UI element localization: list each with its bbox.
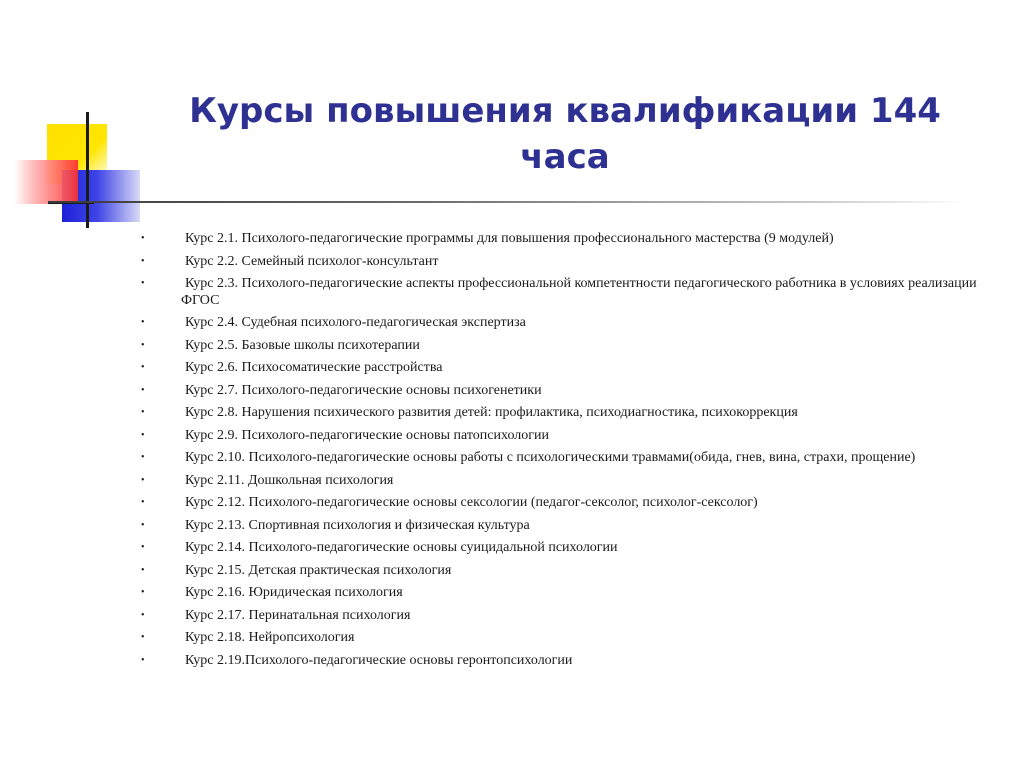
course-label: Курс 2.3. Психолого-педагогические аспекты профессиональной компетентности педагогического работника в условиях реализации ФГОС [181, 276, 977, 308]
course-label: Курс 2.12. Психолого-педагогические основы сексологии (педагог-сексолог, психолог-сексолог) [185, 495, 758, 510]
list-item [141, 495, 1001, 512]
list-item [141, 338, 1001, 355]
list-item [141, 428, 1001, 445]
vertical-line-decoration [86, 112, 89, 228]
course-label: Курс 2.11. Дошкольная психология [185, 472, 394, 488]
bullet-icon: • [141, 339, 145, 351]
list-item [141, 360, 1001, 377]
red-square-decoration [14, 160, 78, 204]
list-item [141, 630, 1001, 647]
bullet-icon: • [141, 429, 145, 441]
bullet-icon: • [141, 407, 145, 418]
course-label: Курс 2.8. Нарушения психического развития детей: профилактика, психодиагностика, психокоррекция [185, 405, 798, 420]
list-item [141, 540, 1001, 557]
bullet-icon: • [141, 497, 145, 508]
list-item [141, 518, 1001, 535]
bullet-icon: • [141, 452, 145, 463]
decorative-logo [0, 0, 160, 240]
bullet-icon: • [141, 609, 145, 621]
list-item [141, 585, 1001, 602]
bullet-icon: • [141, 519, 145, 531]
course-label: Курс 2.15. Детская практическая психология [185, 562, 452, 578]
course-label: Курс 2.17. Перинатальная психология [185, 607, 411, 623]
bullet-icon: • [141, 384, 145, 396]
bullet-icon: • [141, 255, 145, 267]
list-item [141, 231, 1001, 248]
course-label: Курс 2.16. Юридическая психология [185, 585, 403, 600]
bullet-icon: • [141, 474, 145, 486]
course-label: Курс 2.19.Психолого-педагогические основы геронтопсихологии [185, 652, 573, 668]
course-label: Курс 2.14. Психолого-педагогические основы суицидальной психологии [185, 540, 618, 555]
course-label: Курс 2.2. Семейный психолог-консультант [185, 253, 439, 269]
course-label: Курс 2.18. Нейропсихология [185, 630, 355, 645]
bullet-icon: • [141, 317, 145, 328]
bullet-icon: • [141, 278, 145, 289]
course-label: Курс 2.6. Психосоматические расстройства [185, 360, 443, 375]
course-label: Курс 2.1. Психолого-педагогические программы для повышения профессионального мастерства (9 модулей) [185, 231, 834, 246]
bullet-icon: • [141, 654, 145, 666]
list-item [141, 276, 1001, 309]
bullet-icon: • [141, 587, 145, 598]
list-item [141, 653, 1001, 670]
course-label: Курс 2.9. Психолого-педагогические основы патопсихологии [185, 427, 549, 443]
bullet-icon: • [141, 362, 145, 373]
course-list [141, 231, 1001, 675]
course-label: Курс 2.10. Психолого-педагогические основы работы с психологическими травмами(обида, гнев, вина, страхи, прощение) [185, 450, 916, 465]
list-item [141, 473, 1001, 490]
course-label: Курс 2.4. Судебная психолого-педагогическая экспертиза [185, 315, 526, 330]
bullet-icon: • [141, 542, 145, 553]
list-item [141, 450, 1001, 467]
course-label: Курс 2.5. Базовые школы психотерапии [185, 337, 420, 353]
list-item [141, 315, 1001, 332]
slide-title: Курсы повышения квалификации 144 часа [189, 91, 941, 177]
bullet-icon: • [141, 632, 145, 643]
bullet-icon: • [141, 564, 145, 576]
list-item [141, 405, 1001, 422]
course-label: Курс 2.7. Психолого-педагогические основы психогенетики [185, 382, 542, 398]
course-label: Курс 2.13. Спортивная психология и физическая культура [185, 517, 530, 533]
list-item [141, 254, 1001, 271]
list-item [141, 608, 1001, 625]
title-divider [48, 201, 968, 203]
list-item [141, 563, 1001, 580]
bullet-icon: • [141, 233, 145, 244]
list-item [141, 383, 1001, 400]
